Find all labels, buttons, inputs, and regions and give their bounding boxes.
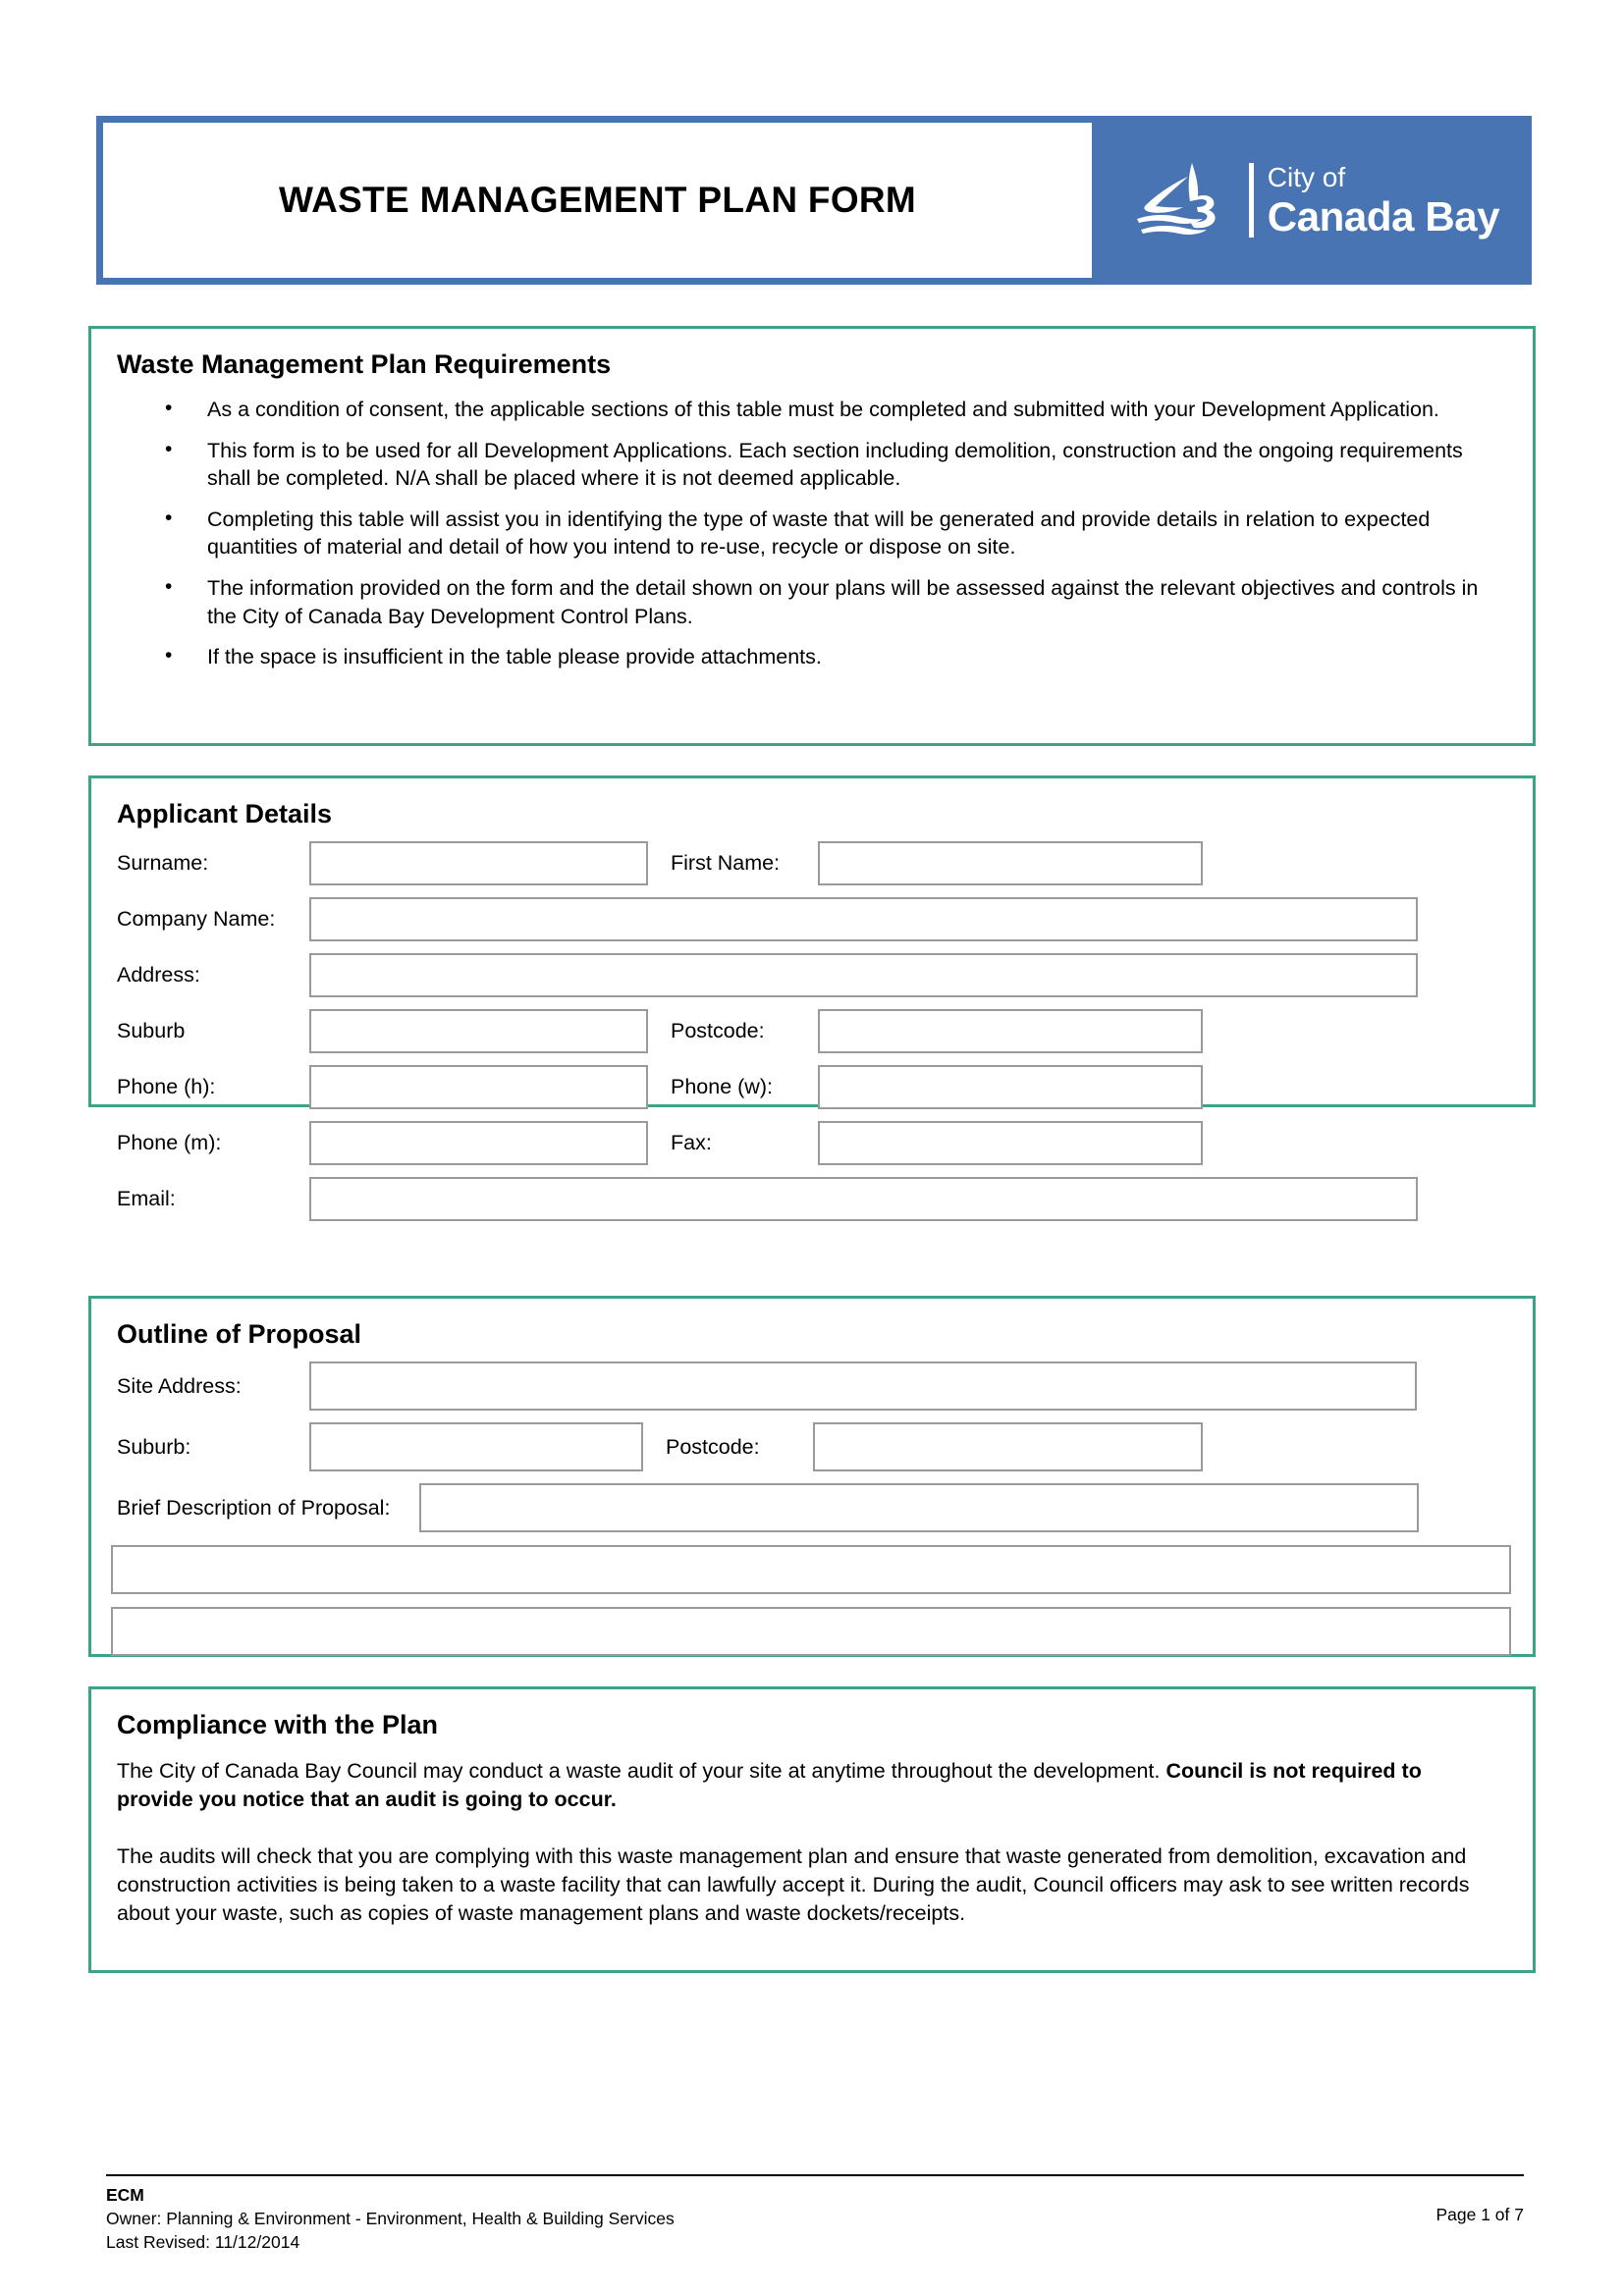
footer-divider: [106, 2174, 1524, 2176]
phone-home-label: Phone (h):: [117, 1075, 216, 1098]
logo-divider: [1249, 163, 1254, 238]
requirements-title: Waste Management Plan Requirements: [117, 349, 612, 379]
site-suburb-input[interactable]: [309, 1422, 643, 1471]
fax-label: Fax:: [671, 1131, 712, 1154]
company-name-input[interactable]: [309, 897, 1418, 941]
logo-name-text: Canada Bay: [1267, 192, 1500, 240]
site-suburb-label: Suburb:: [117, 1434, 191, 1459]
compliance-paragraph-1-emphasis: Council is not required to provide you notice that an audit is going to occur.: [117, 1759, 1422, 1812]
page-title: WASTE MANAGEMENT PLAN FORM: [278, 180, 917, 220]
outline-of-proposal-section: [88, 1296, 1536, 1657]
address-row: [91, 953, 1533, 997]
phone-work-input[interactable]: [818, 1065, 1203, 1109]
phone-mobile-label: Phone (m):: [117, 1131, 222, 1154]
outline-of-proposal-title: Outline of Proposal: [117, 1319, 362, 1349]
site-postcode-input[interactable]: [813, 1422, 1203, 1471]
first-name-input[interactable]: [818, 841, 1203, 885]
list-item: • The information provided on the form and the detail shown on your plans will be assessed against the relevant objectives and controls in the City of Canada Bay Development Control Plans.: [91, 574, 1499, 630]
list-item: • This form is to be used for all Development Applications. Each section including demolition, construction and the ongoing requirements shall be completed. N/A shall be placed where it is not deemed applicable.: [91, 437, 1499, 493]
proposal-description-input[interactable]: [419, 1483, 1419, 1532]
compliance-paragraph-2: The audits will check that you are complying with this waste management plan and ensure that waste generated from demolition, excavation and construction activities is being taken to a waste facility that can lawfully accept it. During the audit, Council officers may ask to see written records about your waste, such as copies of waste management plans and waste dockets/receipts.: [117, 1844, 1470, 1926]
footer-owner: Owner: Planning & Environment - Environment, Health & Building Services: [106, 2209, 675, 2229]
compliance-paragraph-1-text: The City of Canada Bay Council may conduct a waste audit of your site at anytime throughout the development.: [117, 1759, 1166, 1783]
header-title-box: [96, 116, 1099, 285]
compliance-paragraph-1: [117, 1757, 1503, 1814]
proposal-description-label: Brief Description of Proposal:: [117, 1495, 391, 1520]
logo-city-text: City of: [1267, 161, 1346, 192]
suburb-row: [91, 1009, 1533, 1053]
sailboat-waves-icon: [1131, 159, 1235, 241]
compliance-section: [88, 1686, 1536, 1973]
document-footer: [106, 2174, 1524, 2254]
requirements-section: [88, 326, 1536, 746]
first-name-label: First Name:: [671, 851, 781, 875]
surname-row: [91, 841, 1533, 885]
document-header: [96, 116, 1532, 285]
council-logo: [1099, 116, 1532, 285]
company-name-row: [91, 897, 1533, 941]
suburb-label: Suburb: [117, 1019, 186, 1042]
email-input[interactable]: [309, 1177, 1418, 1221]
surname-label: Surname:: [117, 851, 209, 875]
applicant-details-title: Applicant Details: [117, 799, 333, 828]
compliance-title: Compliance with the Plan: [117, 1710, 439, 1739]
site-address-row: [91, 1362, 1533, 1411]
phone-home-input[interactable]: [309, 1065, 648, 1109]
phone-home-row: [91, 1065, 1533, 1109]
footer-page-number: Page 1 of 7: [1435, 2205, 1524, 2224]
postcode-input[interactable]: [818, 1009, 1203, 1053]
proposal-description-line3-input[interactable]: [111, 1607, 1511, 1656]
proposal-description-line2-input[interactable]: [111, 1545, 1511, 1594]
site-address-label: Site Address:: [117, 1373, 242, 1398]
applicant-details-section: [88, 775, 1536, 1210]
address-input[interactable]: [309, 953, 1418, 997]
list-item: • If the space is insufficient in the table please provide attachments.: [91, 643, 1499, 671]
fax-input[interactable]: [818, 1121, 1203, 1165]
phone-mobile-input[interactable]: [309, 1121, 648, 1165]
phone-work-label: Phone (w):: [671, 1075, 773, 1098]
requirements-list: [91, 396, 1533, 671]
site-suburb-row: [91, 1422, 1533, 1471]
email-row: [91, 1177, 1533, 1221]
list-item: • As a condition of consent, the applicable sections of this table must be completed and submitted with your Development Application.: [91, 396, 1499, 424]
surname-input[interactable]: [309, 841, 648, 885]
email-label: Email:: [117, 1187, 176, 1210]
footer-last-revised: Last Revised: 11/12/2014: [106, 2232, 300, 2253]
site-address-input[interactable]: [309, 1362, 1417, 1411]
address-label: Address:: [117, 963, 200, 987]
phone-mobile-row: [91, 1121, 1533, 1165]
company-name-label: Company Name:: [117, 907, 276, 931]
site-postcode-label: Postcode:: [666, 1434, 760, 1459]
suburb-input[interactable]: [309, 1009, 648, 1053]
postcode-label: Postcode:: [671, 1019, 765, 1042]
footer-ecm: ECM: [106, 2185, 144, 2205]
proposal-description-row: [91, 1483, 1533, 1532]
list-item: • Completing this table will assist you in identifying the type of waste that will be generated and provide details in relation to expected quantities of material and detail of how you intend to re-use, recycle or dispose on site.: [91, 506, 1499, 561]
